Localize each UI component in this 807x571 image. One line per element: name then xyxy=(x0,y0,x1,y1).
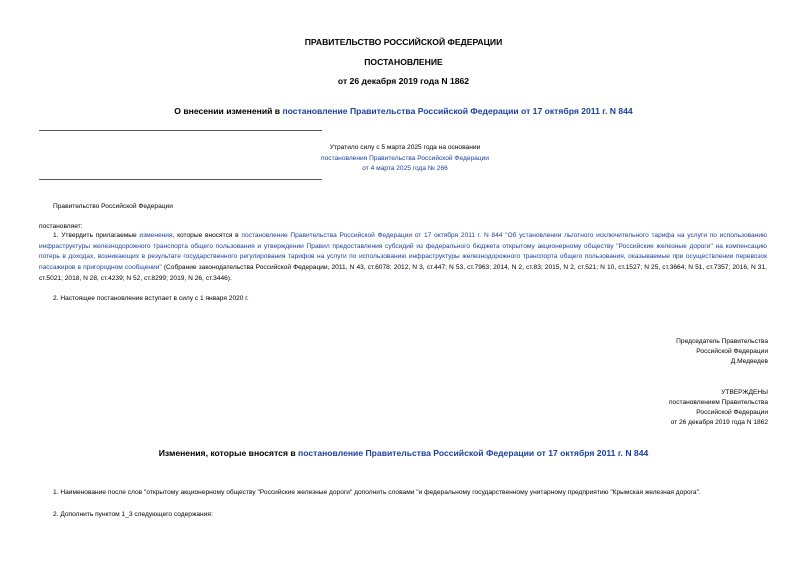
government-ru: Правительство Российской Федерации xyxy=(53,203,173,210)
changes-title-link[interactable]: постановление Правительства Российской Федерации от 17 октября 2011 г. N 844 xyxy=(298,448,649,458)
signature-line3: Д.Медведев xyxy=(730,358,768,365)
document-title-prefix: О внесении изменений в xyxy=(174,106,283,116)
document-title xyxy=(0,106,807,116)
approved-line4: от 26 декабря 2019 года N 1862 xyxy=(670,419,768,426)
header-date-number: от 26 декабря 2019 года N 1862 xyxy=(337,76,470,86)
item1-start: 1. Утвердить прилагаемые xyxy=(53,232,140,239)
item1-mid: , которые вносятся в xyxy=(172,232,242,239)
item1-link-changes[interactable]: изменения xyxy=(139,232,173,239)
changes-item2: 2. Дополнить пунктом 1_3 следующего содержания: xyxy=(53,511,213,518)
repeal-notice-link-date[interactable]: от 4 марта 2025 года № 266 xyxy=(362,165,448,172)
approved-line3: Российской Федерации xyxy=(696,409,768,416)
header-government: ПРАВИТЕЛЬСТВО РОССИЙСКОЙ ФЕДЕРАЦИИ xyxy=(304,37,503,47)
item1-link-resolution[interactable]: постановление Правительства Российской Федерации от 17 октября 2011 г. N 844 "Об установлении льготного исключительного тарифа на услуги по использованию инфраструктуры железнодорожного транспорта общего пользования и утверждении Правил предоставления субсидий из федерального бюджета открытому акционерному обществу "Российские железные дороги" на компенсацию потерь в доходах, возникающих в результате государственного регулирования тарифов на услуги по использованию инфраструктуры железнодорожного транспорта общего пользования, оказываемые при осуществлении перевозок пассажиров в пригородном сообщении" xyxy=(39,232,767,272)
repeal-notice xyxy=(250,143,560,175)
resolves: постановляет: xyxy=(39,223,83,230)
approved-line2: постановлением Правительства xyxy=(668,399,768,406)
item1-end: (Собрание законодательства Российской Федерации, 2011, N 43, ст.6078; 2012, N 3, ст.447; N 53, ст.7963; 2014, N 2, ст.83; 2015, N 2, ст.521; N 10, ст.1527; N 25, ст.3664; N 51, ст.7357; 2016, N 31, ст.5021; 2018, N 28, ст.4239; N 52, ст.8299; 2019, N 26, ст.3446). xyxy=(39,264,767,282)
divider-top xyxy=(39,130,322,131)
approved-line1: УТВЕРЖДЕНЫ xyxy=(721,389,768,396)
approved-block xyxy=(669,388,768,428)
signature-line1: Председатель Правительства xyxy=(676,338,768,345)
item1-paragraph xyxy=(39,231,767,285)
repeal-notice-line1: Утратило силу с 5 марта 2025 года на основании xyxy=(329,144,481,151)
signature-line2: Российской Федерации xyxy=(696,348,768,355)
changes-title xyxy=(0,448,807,458)
item2-paragraph: 2. Настоящее постановление вступает в силу с 1 января 2020 г. xyxy=(53,295,249,302)
document-title-link[interactable]: постановление Правительства Российской Федерации от 17 октября 2011 г. N 844 xyxy=(282,106,633,116)
changes-title-prefix: Изменения, которые вносятся в xyxy=(158,448,299,458)
header-doc-type: ПОСТАНОВЛЕНИЕ xyxy=(364,57,443,67)
signature-block xyxy=(676,337,768,367)
changes-item1: 1. Наименование после слов "открытому акционерному обществу "Российские железные дороги" дополнить словами "и федеральному государственному унитарному предприятию "Крымская железная дорога". xyxy=(53,489,701,496)
divider-bottom xyxy=(39,179,322,180)
repeal-notice-link[interactable]: постановления Правительства Российской Федерации xyxy=(321,154,489,162)
